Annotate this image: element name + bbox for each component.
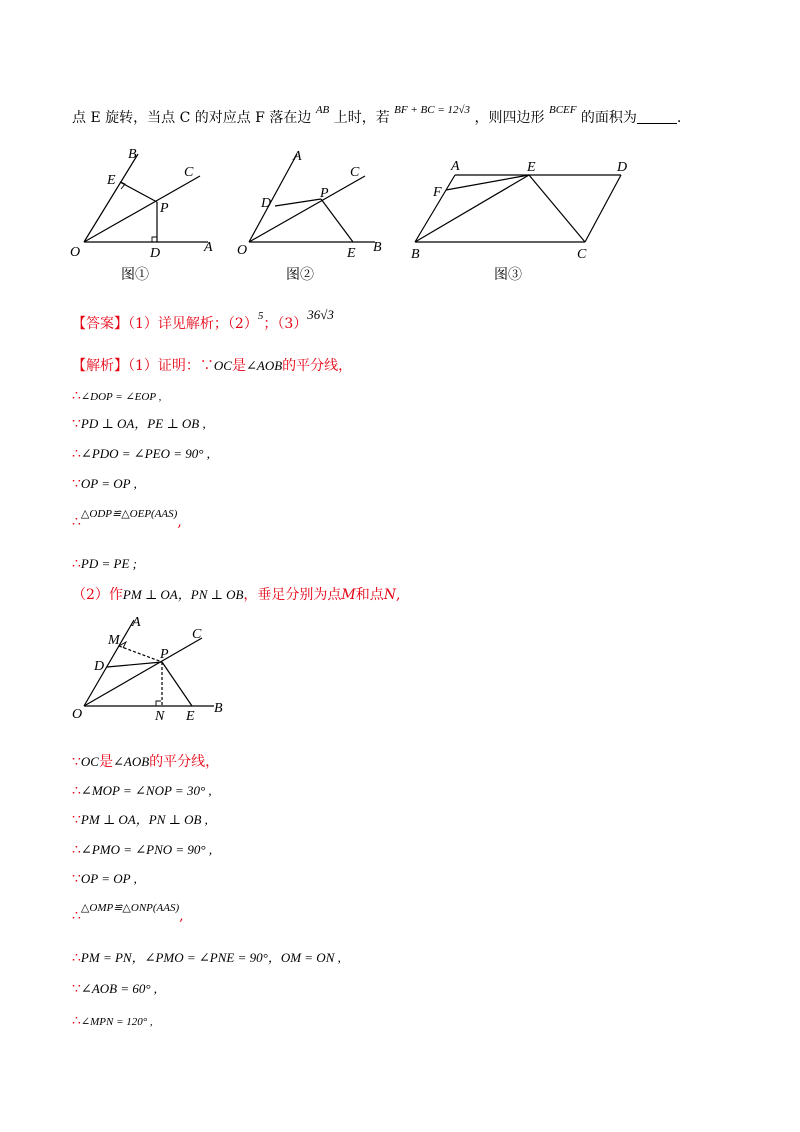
math-condition: BF + BC = 12√3 — [394, 104, 471, 116]
solution-line-2 — [72, 386, 161, 407]
problem-text-3: ，则四边形 — [474, 110, 545, 126]
solution-l3: PD ⊥ OA，PE ⊥ OB , — [80, 416, 206, 431]
solution-line-11 — [72, 810, 208, 830]
solution-l7: PD = PE ; — [80, 556, 137, 571]
fig1-label-c: C — [184, 165, 194, 180]
because-symbol: ∵ — [72, 812, 81, 828]
solution-l9a: OC — [80, 754, 99, 769]
solution-l6: △ODP≌△OEP(AAS) — [80, 508, 178, 520]
solution-l8d: M — [341, 587, 356, 603]
fig4-label-o: O — [72, 707, 83, 722]
fig1-label-a: A — [204, 240, 213, 255]
solution-line-6 — [72, 508, 182, 533]
solution-l1a: （1）证明：∵ — [128, 358, 214, 374]
because-symbol: ∵ — [72, 476, 81, 492]
fig4-label-p: P — [160, 647, 169, 662]
because-symbol: ∵ — [72, 981, 81, 997]
fig3-label-d: D — [617, 160, 628, 175]
fig4-label-m: M — [108, 633, 120, 648]
solution-l1d: ∠AOB — [245, 358, 283, 373]
figure-1-caption: 图① — [121, 267, 149, 283]
answer-line — [72, 307, 334, 335]
solution-l10: ∠MOP = ∠NOP = 30° , — [80, 783, 212, 798]
fig3-label-b: B — [411, 247, 420, 262]
solution-l8c: ，垂足分别为点 — [243, 587, 342, 603]
solution-l8b: PM ⊥ OA，PN ⊥ OB — [122, 587, 244, 602]
fig2-label-b: B — [373, 240, 382, 255]
fig3-label-e: E — [527, 160, 536, 175]
fig1-label-b: B — [128, 147, 137, 162]
solution-l15: PM = PN，∠PMO = ∠PNE = 90°，OM = ON , — [80, 950, 341, 965]
math-quad: BCEF — [548, 104, 577, 116]
problem-line — [72, 104, 682, 129]
solution-l5: OP = OP , — [80, 476, 137, 491]
solution-line-15 — [72, 948, 341, 968]
solution-line-5 — [72, 474, 137, 494]
solution-l16: ∠AOB = 60° , — [80, 981, 158, 996]
problem-text-2: 上时，若 — [333, 110, 390, 126]
solution-line-17 — [72, 1011, 153, 1032]
problem-end: . — [676, 110, 682, 126]
therefore-symbol: ∴ — [72, 446, 81, 462]
solution-l2: ∠DOP = ∠EOP , — [80, 391, 162, 403]
solution-line-12 — [72, 840, 212, 860]
figure-1 — [60, 140, 230, 265]
solution-line-8 — [72, 585, 400, 605]
therefore-symbol: ∴ — [72, 950, 81, 966]
solution-l9b: 是 — [98, 754, 113, 770]
solution-l14-end: , — [179, 908, 184, 924]
therefore-symbol: ∴ — [72, 514, 81, 530]
solution-line-14 — [72, 902, 184, 927]
answer-value-3: 36√3 — [307, 307, 334, 322]
answer-text: （1）详见解析；（2） — [128, 316, 258, 332]
math-ab: AB — [315, 104, 330, 116]
solution-l6-end: , — [177, 514, 182, 530]
answer-value-2: 5 — [257, 310, 264, 322]
problem-text-1: 点 E 旋转，当点 C 的对应点 F 落在边 — [72, 110, 312, 126]
solution-l12: ∠PMO = ∠PNO = 90° , — [80, 842, 213, 857]
solution-tag: 【解析】 — [72, 358, 128, 374]
figure-1-labels — [70, 147, 213, 261]
fig3-label-c: C — [577, 247, 587, 262]
figure-2-caption: 图② — [286, 267, 314, 283]
therefore-symbol: ∴ — [72, 908, 81, 924]
figure-3-caption: 图③ — [494, 267, 522, 283]
solution-l13: OP = OP , — [80, 871, 137, 886]
fig1-label-d: D — [150, 246, 161, 261]
fig1-label-e: E — [107, 173, 116, 188]
solution-line-10 — [72, 781, 212, 801]
solution-l9c: ∠AOB — [112, 754, 150, 769]
fig2-label-c: C — [350, 165, 360, 180]
answer-tag: 【答案】 — [72, 316, 128, 332]
solution-line-9 — [72, 752, 219, 772]
because-symbol: ∵ — [72, 754, 81, 770]
fig1-label-p: P — [160, 201, 169, 216]
solution-l8e: 和点 — [355, 587, 384, 603]
fig3-label-a: A — [451, 159, 460, 174]
answer-sep: ；（3） — [263, 316, 308, 332]
solution-l17: ∠MPN = 120° , — [80, 1016, 153, 1028]
solution-line-7 — [72, 554, 137, 574]
solution-l1e: 的平分线， — [282, 358, 353, 374]
problem-text-4: 的面积为 — [580, 110, 637, 126]
solution-l14: △OMP≌△ONP(AAS) — [80, 902, 180, 914]
fig2-label-a: A — [293, 149, 302, 164]
solution-line-13 — [72, 869, 137, 889]
therefore-symbol: ∴ — [72, 842, 81, 858]
fig4-label-c: C — [192, 627, 202, 642]
figure-2 — [235, 140, 385, 265]
fig1-label-o: O — [70, 245, 81, 260]
solution-l1b: OC — [213, 358, 232, 373]
answer-blank — [637, 109, 677, 124]
fig2-label-d: D — [261, 196, 272, 211]
solution-l11: PM ⊥ OA，PN ⊥ OB , — [80, 812, 208, 827]
solution-l9d: 的平分线， — [149, 754, 220, 770]
fig4-label-n: N — [155, 709, 165, 724]
therefore-symbol: ∴ — [72, 388, 81, 404]
solution-l8g: , — [396, 587, 401, 603]
fig2-label-p: P — [320, 186, 329, 201]
solution-line-1 — [72, 356, 352, 376]
fig4-label-e: E — [186, 709, 195, 724]
therefore-symbol: ∴ — [72, 556, 81, 572]
fig4-label-d: D — [94, 659, 105, 674]
solution-line-16 — [72, 979, 157, 999]
fig4-label-a: A — [132, 615, 141, 630]
therefore-symbol: ∴ — [72, 1013, 81, 1029]
solution-l8f: N — [383, 587, 397, 603]
fig3-label-f: F — [433, 185, 442, 200]
fig2-label-o: O — [237, 243, 248, 258]
solution-l8a: （2）作 — [72, 587, 123, 603]
solution-line-3 — [72, 414, 206, 434]
fig4-label-b: B — [214, 701, 223, 716]
solution-l1c: 是 — [231, 358, 246, 374]
therefore-symbol: ∴ — [72, 783, 81, 799]
solution-l4: ∠PDO = ∠PEO = 90° , — [80, 446, 210, 461]
figure-2-labels — [237, 149, 382, 261]
fig2-label-e: E — [347, 246, 356, 261]
because-symbol: ∵ — [72, 416, 81, 432]
because-symbol: ∵ — [72, 871, 81, 887]
solution-line-4 — [72, 444, 210, 464]
figure-3 — [403, 150, 643, 265]
figure-4 — [62, 612, 242, 724]
